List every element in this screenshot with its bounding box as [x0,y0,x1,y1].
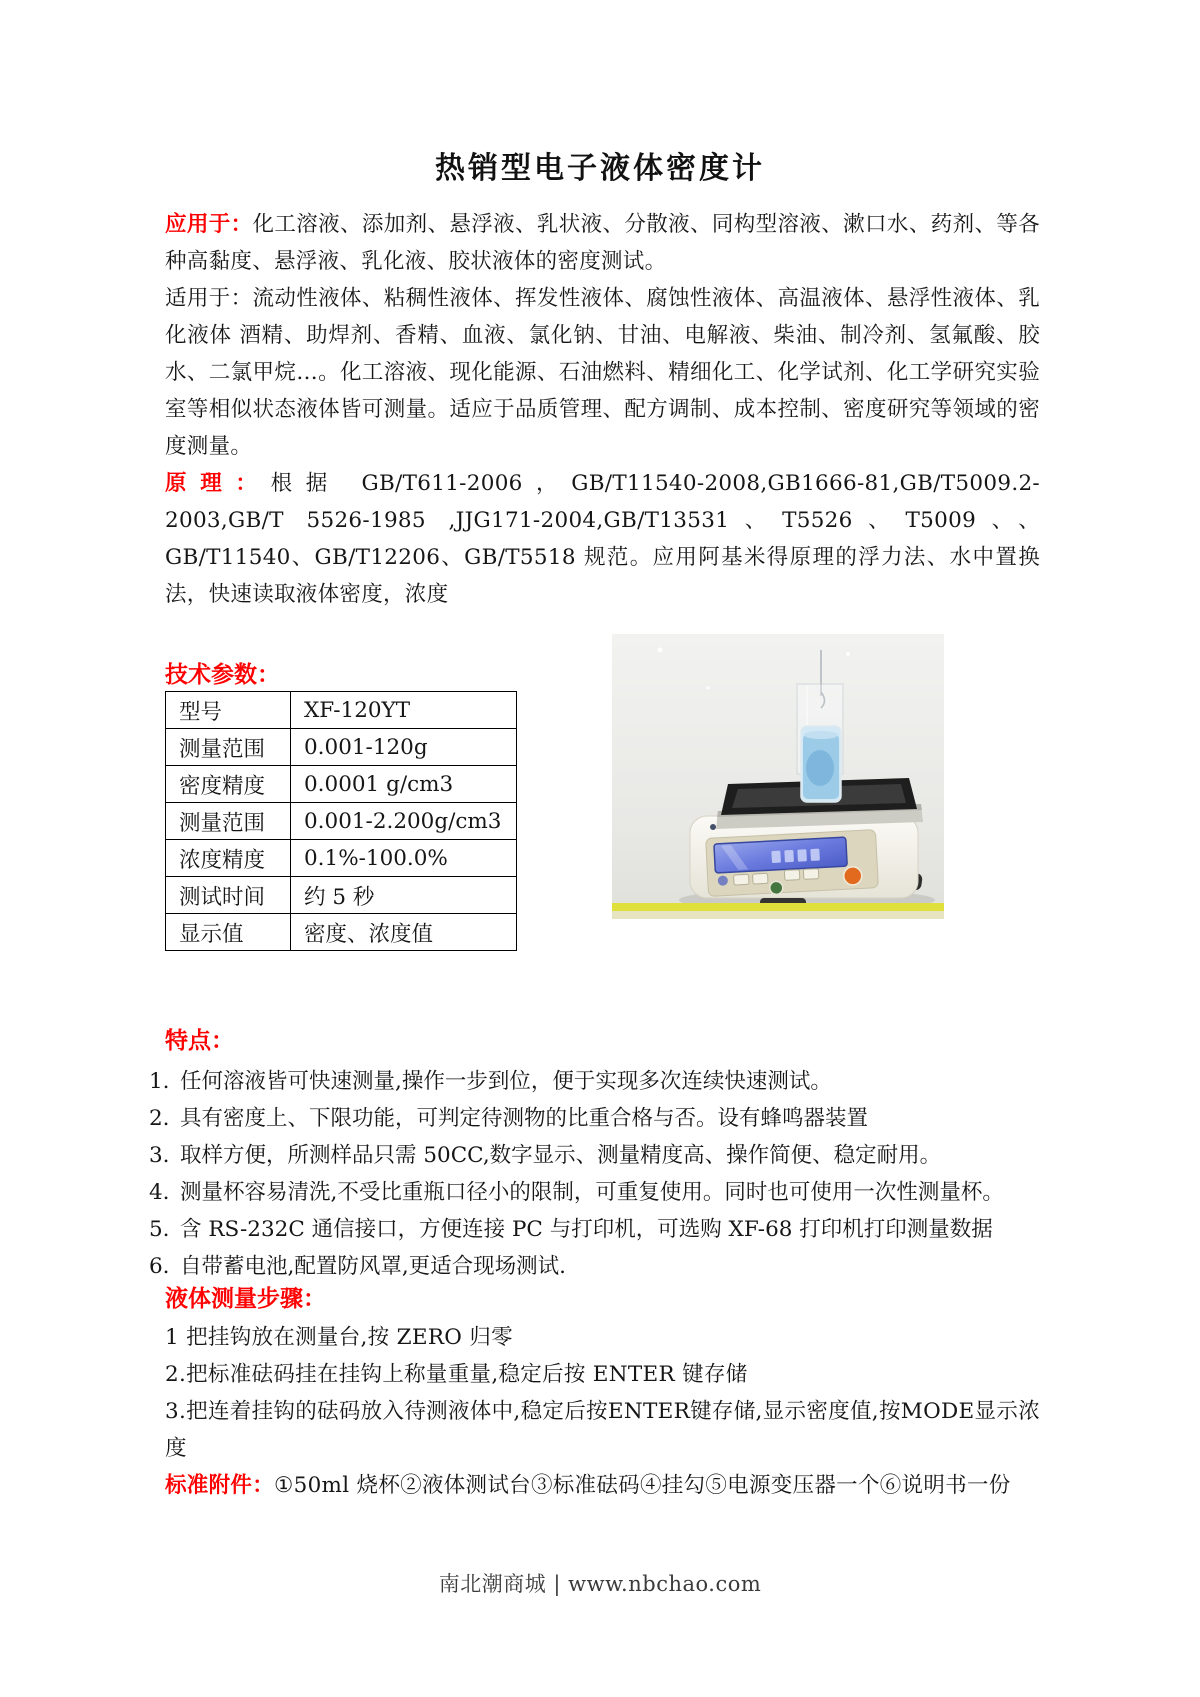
suitable-text: 适用于：流动性液体、粘稠性液体、挥发性液体、腐蚀性液体、高温液体、悬浮性液体、乳化液体 酒精、助焊剂、香精、血液、氯化钠、甘油、电解液、柴油、制冷剂、氢氟酸、胶水、二氯甲烷…。化工溶液、现化能源、石油燃料、精细化工、化学试剂、化工学研究实验室等相似状态液体皆可测量。适应于品质管理、配方调制、成本控制、密度研究等领域的密度测量。 [165,286,1040,459]
spec-value: 约 5 秒 [291,877,517,914]
green-button [769,881,783,895]
applications-paragraph [165,206,1040,280]
accessories-text: ①50ml 烧杯②液体测试台③标准砝码④挂勾⑤电源变压器一个⑥说明书一份 [274,1473,1011,1498]
feature-text: 测量杯容易清洗,不受比重瓶口径小的限制，可重复使用。同时也可使用一次性测量杯。 [180,1180,1004,1205]
spec-label: 显示值 [166,914,291,951]
steps-heading: 液体测量步骤： [165,1285,326,1312]
principle-text: 根据 GB/T611-2006，GB/T11540-2008,GB1666-81,GB/T5009.2-2003,GB/T 5526-1985 ,JJG171-2004,GB/T13531、T5526、T5009、、GB/T11540、GB/T12206、GB/T5518 规范。应用阿基米得原理的浮力法、水中置换法，快速读取液体密度，浓度 [165,471,1040,607]
lcd-digit [797,849,807,861]
feature-number: 6. [149,1254,170,1279]
spec-label: 测量范围 [166,729,291,766]
feature-text: 含 RS-232C 通信接口，方便连接 PC 与打印机，可选购 XF-68 打印机打印测量数据 [180,1217,993,1242]
feature-number: 4. [149,1180,170,1205]
feature-text: 取样方便，所测样品只需 50CC,数字显示、测量精度高、操作简便、稳定耐用。 [180,1143,942,1168]
feature-item [149,1174,1040,1211]
specs-heading: 技术参数： [165,661,280,688]
control-panel [706,830,879,898]
panel-button [803,869,819,880]
feature-item [149,1137,1040,1174]
spec-value: 0.001-2.200g/cm3 [291,803,517,840]
step-item: 2.把标准砝码挂在挂钩上称量重量,稳定后按 ENTER 键存储 [165,1362,748,1387]
principle-paragraph [165,465,1040,613]
spec-label: 测试时间 [166,877,291,914]
panel-button [784,870,800,881]
suitable-paragraph [165,280,1040,465]
spec-value: 0.1%-100.0% [291,840,517,877]
table-row [166,914,517,951]
feature-list [149,1063,1040,1285]
feature-item [149,1211,1040,1248]
sparkle [658,648,663,653]
liquid-shade [806,750,834,786]
footer-text: 南北潮商城 | www.nbchao.com [438,1572,762,1596]
table-row [166,766,517,803]
table-row [166,692,517,729]
liquid-surface [804,731,838,739]
spec-value: 密度、浓度值 [291,914,517,951]
principle-label: 原理： [165,471,271,496]
spec-value: XF-120YT [291,692,517,729]
table-edge-below [612,911,944,919]
lcd-digit [784,850,794,862]
feature-text: 具有密度上、下限功能，可判定待测物的比重合格与否。设有蜂鸣器装置 [180,1106,869,1131]
table-row [166,877,517,914]
orange-button [843,866,862,885]
step-item: 3.把连着挂钩的砝码放入待测液体中,稳定后按ENTER键存储,显示密度值,按MODE显示浓度 [165,1399,1040,1461]
spec-value: 0.001-120g [291,729,517,766]
feature-item [149,1063,1040,1100]
panel-button [753,873,769,884]
spec-label: 浓度精度 [166,840,291,877]
feature-number: 2. [149,1106,170,1131]
feature-text: 自带蓄电池,配置防风罩,更适合现场测试. [180,1254,567,1279]
applications-label: 应用于： [165,212,253,237]
spec-label: 测量范围 [166,803,291,840]
accessories-paragraph [165,1467,1040,1504]
table-row [166,729,517,766]
sparkle [706,686,709,689]
spec-value: 0.0001 g/cm3 [291,766,517,803]
feature-number: 1. [149,1069,170,1094]
feature-number: 5. [149,1217,170,1242]
spec-label: 型号 [166,692,291,729]
step-list [165,1319,1040,1467]
lcd-digit [771,851,781,863]
feature-text: 任何溶液皆可快速测量,操作一步到位，便于实现多次连续快速测试。 [180,1069,832,1094]
spec-table [165,691,517,951]
table-row [166,803,517,840]
spec-label: 密度精度 [166,766,291,803]
table-row [166,840,517,877]
product-image [612,634,944,919]
feature-number: 3. [149,1143,170,1168]
lcd-digit [810,849,820,861]
feature-item [149,1100,1040,1137]
features-heading: 特点： [165,1027,234,1054]
step-item: 1 把挂钩放在测量台,按 ZERO 归零 [165,1325,513,1350]
sparkle [846,652,850,656]
feature-item [149,1248,1040,1285]
accessories-label: 标准附件： [165,1473,275,1498]
applications-text: 化工溶液、添加剂、悬浮液、乳状液、分散液、同构型溶液、漱口水、药剂、等各种高黏度、悬浮液、乳化液、胶状液体的密度测试。 [165,212,1040,274]
page-title: 热销型电子液体密度计 [435,151,765,186]
table-edge-stripe [612,903,944,911]
panel-button [734,874,750,885]
density-meter-illustration [612,634,944,919]
brand-dot [710,824,716,830]
